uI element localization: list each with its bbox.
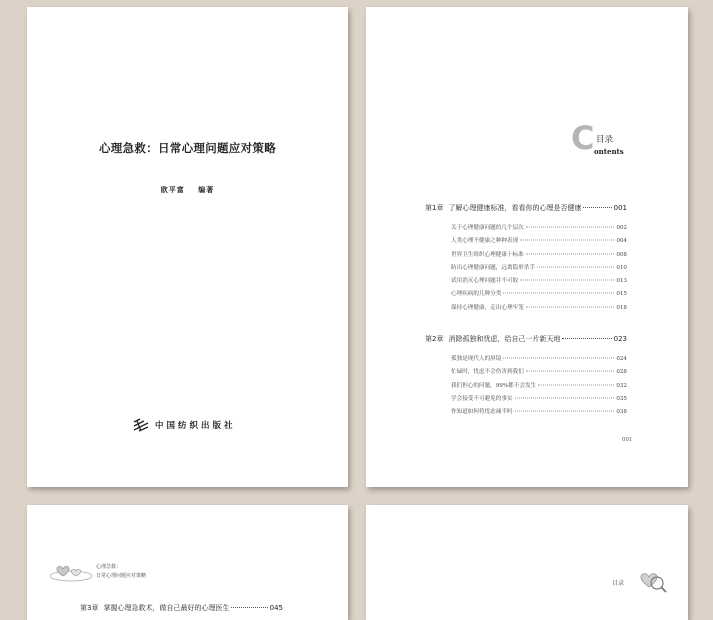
toc-entry[interactable] <box>451 276 627 289</box>
entry-title: 防出心理健康问题，远离隐形杀手 <box>451 264 535 271</box>
chapter-number: 第3章 <box>80 604 99 612</box>
toc-section-list <box>451 354 627 420</box>
entry-title: 关于心理健康问题的几个层次 <box>451 225 524 231</box>
entry-title: 保持心理健康，走出心理牢笼 <box>451 304 524 311</box>
toc-entry[interactable] <box>451 223 627 236</box>
toc-chapter[interactable] <box>425 334 627 344</box>
entry-title: 你知道如何将忧虑减半吗 <box>451 409 513 416</box>
leader-dots <box>562 338 611 339</box>
toc-entry[interactable] <box>451 263 627 276</box>
leader-dots <box>231 607 267 608</box>
entry-page: 032 <box>616 382 627 389</box>
chapter-title: 消除孤独和忧虑，给自己一片新天地 <box>448 335 561 343</box>
title-page <box>27 7 348 487</box>
leader-dots <box>526 227 615 228</box>
toc-entry[interactable] <box>451 381 627 394</box>
entry-page: 010 <box>616 264 627 271</box>
entry-page: 013 <box>616 278 627 285</box>
toc-chapter[interactable] <box>425 203 627 213</box>
author-line <box>27 185 348 195</box>
toc-entry[interactable] <box>451 289 627 302</box>
publisher <box>133 417 236 433</box>
leader-dots <box>537 266 614 267</box>
heart-ring-icon <box>49 563 95 583</box>
toc-heading-letter: C <box>571 119 595 157</box>
chapter-page: 045 <box>269 604 283 612</box>
publisher-logo-icon <box>133 418 149 432</box>
entry-title: 孤独是现代人的屏镜 <box>451 356 502 362</box>
entry-title: 心理疾病的几种分类 <box>451 291 502 298</box>
entry-page: 018 <box>616 304 627 311</box>
leader-dots <box>583 207 611 208</box>
chapter-page: 001 <box>613 204 627 212</box>
toc-section-list <box>451 223 627 316</box>
book-title: 心理急救：日常心理问题应对策略 <box>99 141 276 155</box>
toc-entry[interactable] <box>451 236 627 249</box>
toc-entry[interactable] <box>451 407 627 420</box>
toc-page-continued <box>27 505 348 620</box>
toc-heading-cn: 目录 <box>596 135 614 145</box>
leader-dots <box>538 384 614 385</box>
chapter-number: 第2章 <box>425 335 444 343</box>
running-head-line-2: 日常心理问题应对策略 <box>96 573 147 579</box>
chapter-title: 掌握心理急救术，做自己最好的心理医生 <box>103 604 230 612</box>
running-head-line-1: 心理急救： <box>96 564 122 570</box>
entry-page: 035 <box>616 395 627 402</box>
toc-chapter[interactable] <box>80 603 283 613</box>
toc-entry[interactable] <box>451 367 627 380</box>
page-number: 001 <box>622 437 633 443</box>
leader-dots <box>503 358 614 359</box>
entry-page: 002 <box>616 225 627 231</box>
running-head <box>612 570 672 594</box>
chapter-number: 第1章 <box>425 204 444 212</box>
leader-dots <box>503 293 614 294</box>
leader-dots <box>520 240 614 241</box>
entry-title: 忙碌时，忧虑不会伤害到我们 <box>451 369 524 376</box>
leader-dots <box>520 280 614 281</box>
running-head <box>49 560 159 585</box>
chapter-page: 023 <box>613 335 627 343</box>
entry-page: 038 <box>616 409 627 416</box>
toc-entry[interactable] <box>451 250 627 263</box>
toc-page-continued-right <box>366 505 688 620</box>
entry-title: 学会接受不可避免的事实 <box>451 395 513 402</box>
entry-page: 024 <box>616 356 627 362</box>
toc-heading <box>571 119 641 158</box>
toc-heading-en: ontents <box>594 147 624 156</box>
leader-dots <box>526 371 615 372</box>
entry-page: 015 <box>616 291 627 298</box>
heart-magnifier-icon <box>638 570 668 594</box>
entry-title: 世界卫生组织心理健康十标准 <box>451 251 524 258</box>
publisher-name: 中国纺织出版社 <box>155 421 236 431</box>
leader-dots <box>526 306 615 307</box>
entry-page: 028 <box>616 369 627 376</box>
entry-page: 008 <box>616 251 627 258</box>
entry-title: 试用消灭心理问题并不可取 <box>451 278 519 285</box>
toc-entry[interactable] <box>451 354 627 367</box>
entry-title: 我们担心的问题，99%都不会发生 <box>451 382 537 389</box>
chapter-title: 了解心理健康标准，看看你的心理是否健康 <box>448 204 582 212</box>
toc-page <box>366 7 688 487</box>
entry-title: 人类心理不健康之种种表现 <box>451 238 519 245</box>
author-role: 编著 <box>198 185 215 194</box>
leader-dots <box>515 411 615 412</box>
toc-entry[interactable] <box>451 303 627 316</box>
toc-entry[interactable] <box>451 394 627 407</box>
leader-dots <box>515 397 615 398</box>
running-head-label: 目录 <box>612 580 625 587</box>
leader-dots <box>526 253 615 254</box>
entry-page: 004 <box>616 238 627 245</box>
author-name: 欧平富 <box>160 185 185 194</box>
